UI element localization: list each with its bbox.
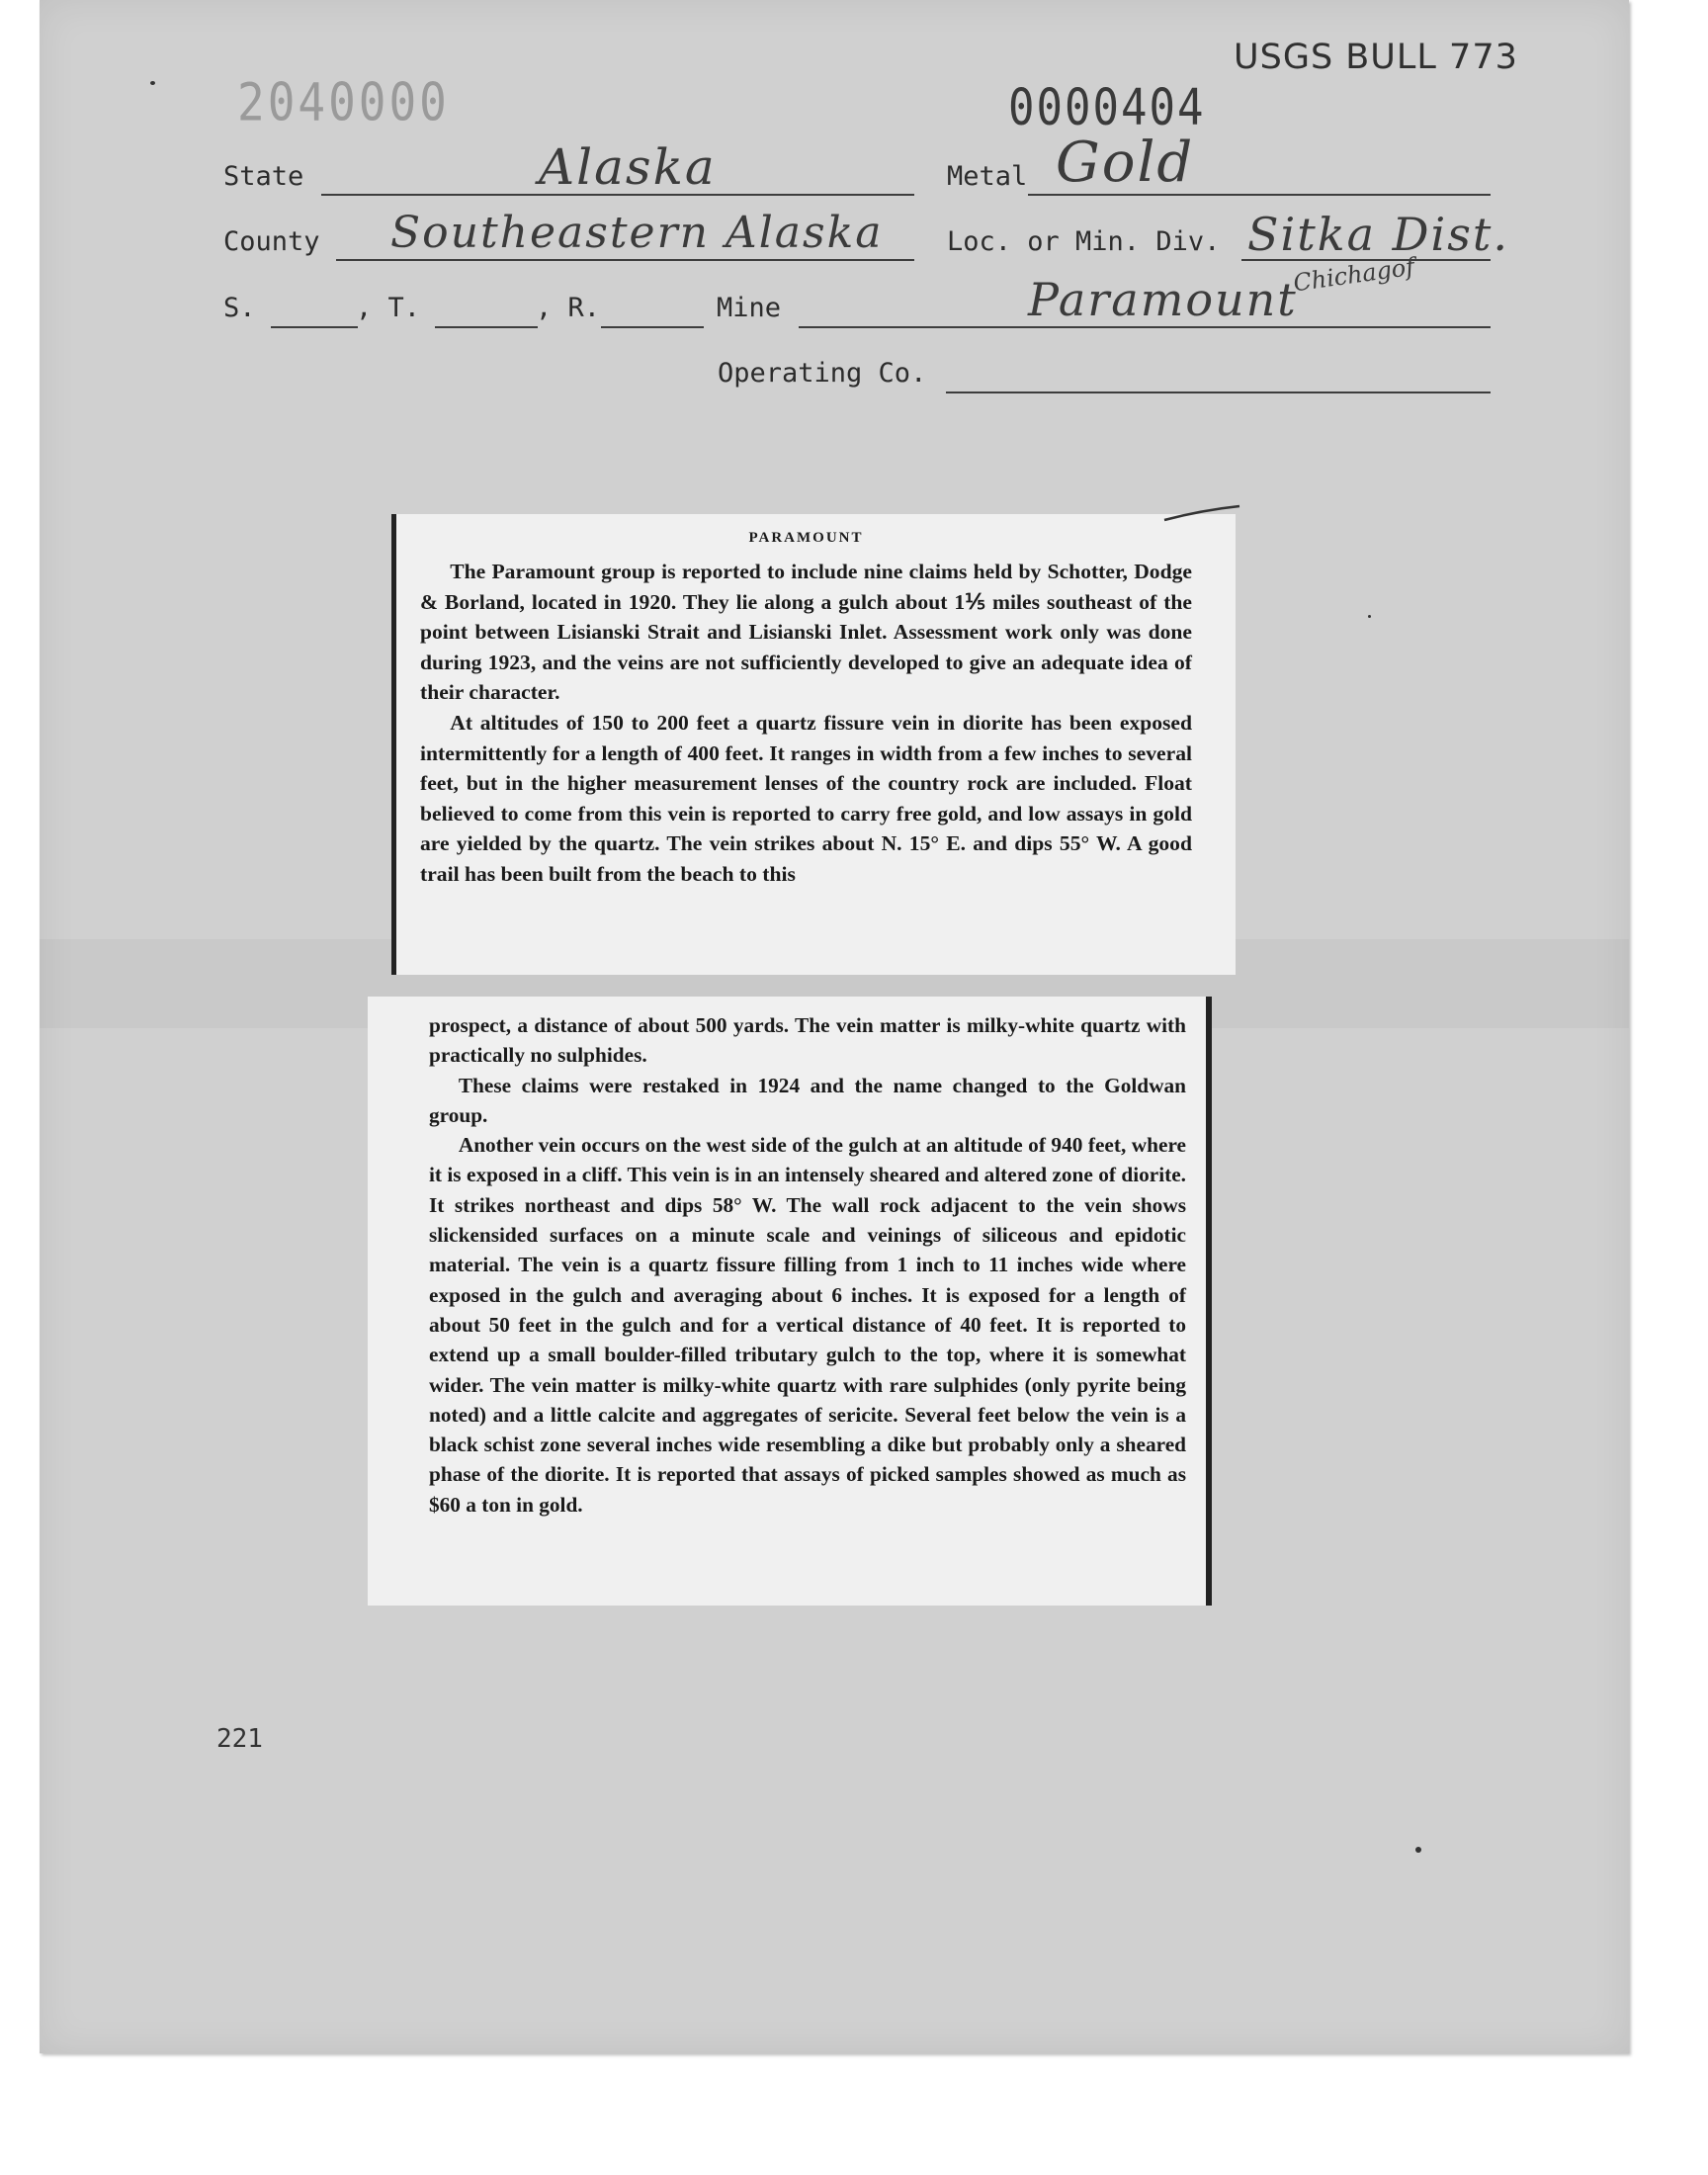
metal-label: Metal [947, 161, 1028, 192]
speck [1415, 1847, 1421, 1853]
range-line [601, 326, 704, 328]
bulletin-reference: USGS BULL 773 [1234, 38, 1518, 77]
operating-co-label: Operating Co. [718, 358, 927, 389]
loc-label: Loc. or Min. Div. [947, 226, 1221, 257]
page-number: 221 [216, 1724, 263, 1754]
metal-value: Gold [1056, 130, 1195, 195]
loc-value: Sitka Dist. [1247, 208, 1509, 261]
faded-stamp-number: 2040000 [237, 70, 450, 133]
state-value: Alaska [539, 138, 717, 196]
county-value: Southeastern Alaska [390, 208, 884, 258]
section-line [271, 326, 358, 328]
report-clipping-bottom [368, 997, 1212, 1606]
state-label: State [223, 161, 304, 192]
township-line [435, 326, 538, 328]
township-label: , T. [356, 293, 421, 323]
loc-annotation: Chichagof [1291, 252, 1416, 298]
section-label: S. [223, 293, 256, 323]
operating-co-line [946, 392, 1491, 393]
clipping-title: PARAMOUNT [748, 530, 864, 546]
mine-line [799, 326, 1491, 328]
record-number: 0000404 [1008, 79, 1206, 137]
pen-stroke [1162, 504, 1241, 524]
county-label: County [223, 226, 320, 257]
range-label: , R. [536, 293, 601, 323]
clipping-paragraph: The Paramount group is reported to include nine claims held by Schotter, Dodge & Borland, located in 1920. They lie along a gulch about 1⅕ miles southeast of the point between Lisianski Strait and Lisianski Inlet. Assessment work only was done during 1923, and the veins are not sufficiently developed to give an adequate idea of their character. [420, 560, 1192, 705]
speck [1368, 615, 1371, 618]
speck [150, 81, 155, 85]
county-line [336, 259, 914, 261]
mine-value: Paramount [1028, 273, 1298, 326]
report-clipping-top [391, 514, 1236, 975]
clipping-paragraph: Another vein occurs on the west side of the gulch at an altitude of 940 feet, where it is exposed in a cliff. This vein is in an intensely sheared and altered zone of diorite. It strikes northeast and dips 58° W. The wall rock adjacent to the vein shows slickensided surfaces on a minute scale and veinings of siliceous and epidotic material. The vein is a quartz fissure filling from 1 inch to 11 inches wide where exposed in the gulch and averaging about 6 inches. It is exposed for a length of about 50 feet in the gulch and for a vertical distance of 40 feet. It is reported to extend up a small boulder-filled tributary gulch to the top, where it is somewhat wider. The vein matter is milky-white quartz with rare sulphides (only pyrite being noted) and a little calcite and aggregates of sericite. Several feet below the vein is a black schist zone several inches wide resembling a dike but probably only a sheared phase of the diorite. It is reported that assays of picked samples showed as much as $60 a ton in gold. [429, 1133, 1186, 1517]
clipping-paragraph: prospect, a distance of about 500 yards. The vein matter is milky-white quartz with practically no sulphides. [429, 1013, 1186, 1068]
mine-label: Mine [717, 293, 782, 323]
clipping-paragraph: These claims were restaked in 1924 and the name changed to the Goldwan group. [429, 1073, 1186, 1127]
clipping-paragraph: At altitudes of 150 to 200 feet a quartz fissure vein in diorite has been exposed intermittently for a length of 400 feet. It ranges in width from a few inches to several feet, but in the higher measurement lenses of the country rock are included. Float believed to come from this vein is reported to carry free gold, and low assays in gold are yielded by the quartz. The vein strikes about N. 15° E. and dips 55° W. A good trail has been built from the beach to this [420, 710, 1192, 886]
